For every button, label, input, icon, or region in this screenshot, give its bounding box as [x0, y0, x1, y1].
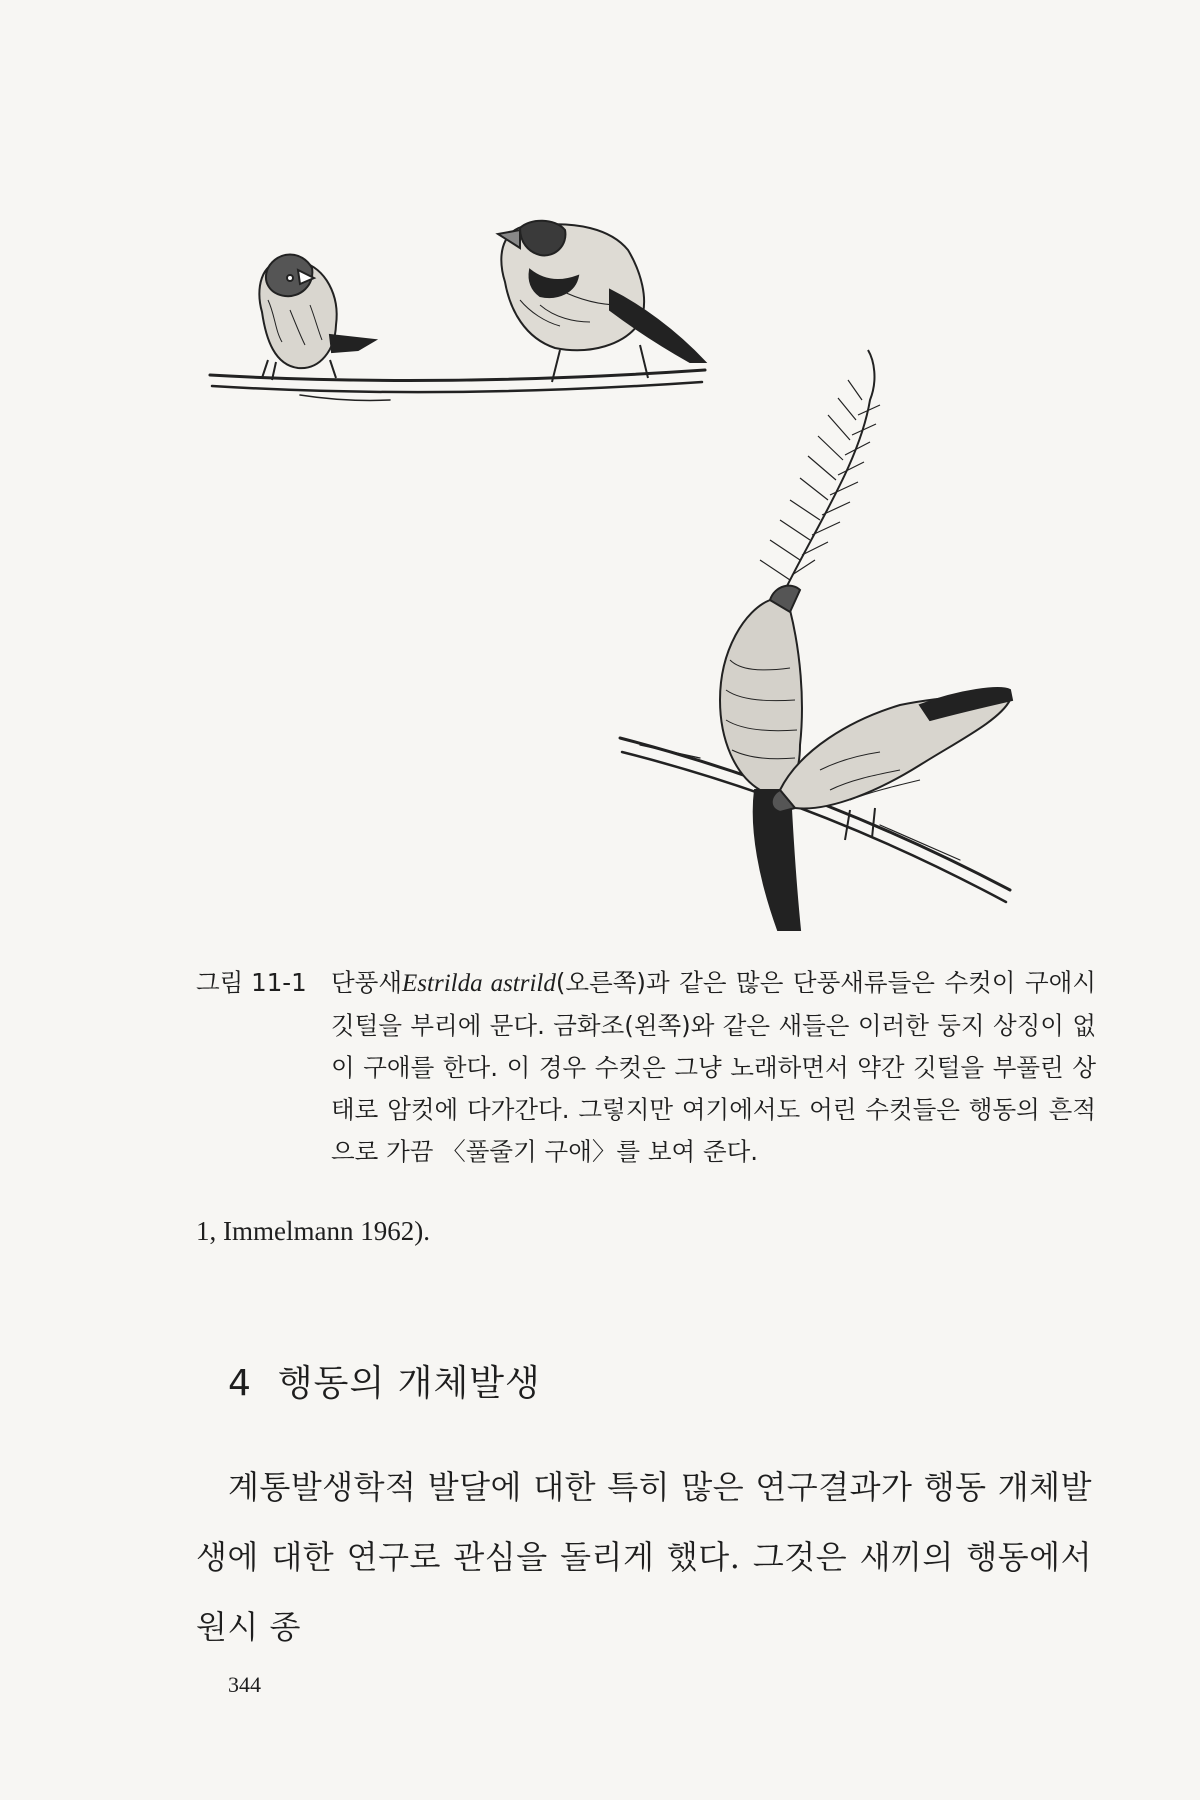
- figure-label: 그림 11-1: [196, 968, 307, 997]
- waxbill-crouching: [772, 688, 1012, 840]
- waxbill-standing: [720, 586, 802, 930]
- courtship-feather: [760, 350, 880, 590]
- figure-caption: [196, 962, 1096, 1173]
- zebra-finch-right: [498, 221, 705, 382]
- section-number: 4: [228, 1363, 252, 1404]
- zebra-finch-left: [259, 255, 375, 381]
- caption-scientific-name: Estrilda astrild: [402, 970, 556, 997]
- caption-text: (오른쪽)과 같은 많은 단풍새류들은 수컷이 구애시 깃털을 부리에 문다. 금화조(왼쪽)와 같은 새들은 이러한 둥지 상징이 없이 구애를 한다. 이 경우 수컷은 그냥 노래하면서 약간 깃털을 부풀린 상태로 암컷에 다가간다. 그렇지만 여기에서도 어린 수컷들은 행동의 흔적으로 가끔 〈풀줄기 구애〉를 보여 준다.: [331, 968, 1096, 1166]
- top-branch: [210, 370, 705, 400]
- body-paragraph: 계통발생학적 발달에 대한 특히 많은 연구결과가 행동 개체발생에 대한 연구로 관심을 돌리게 했다. 그것은 새끼의 행동에서 원시 종: [196, 1468, 1092, 1646]
- section-heading: [228, 1355, 541, 1406]
- page-number: 344: [228, 1672, 261, 1697]
- figure-caption-body: [331, 962, 1096, 1173]
- citation-fragment: 1, Immelmann 1962).: [196, 1216, 430, 1246]
- caption-prefix: 단풍새: [331, 968, 403, 997]
- section-title: 행동의 개체발생: [277, 1363, 541, 1404]
